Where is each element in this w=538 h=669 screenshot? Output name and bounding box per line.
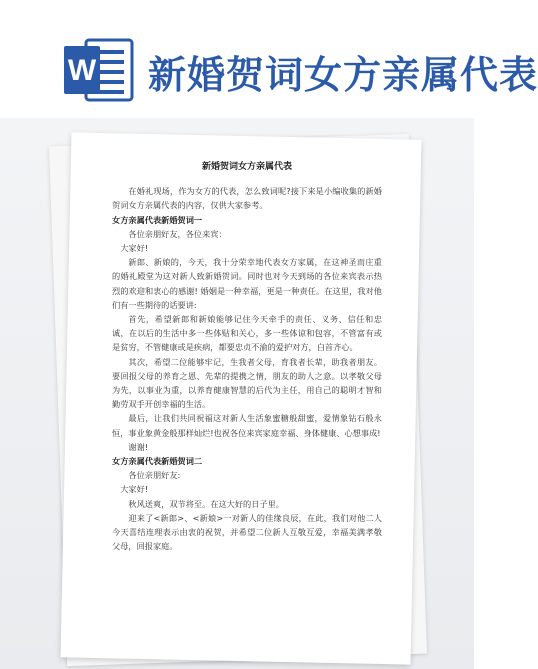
document-body (112, 160, 382, 553)
paragraph: 大家好! (120, 484, 149, 495)
word-letter: W (67, 54, 97, 87)
paragraph: 大家好! (120, 243, 149, 254)
paragraph: 新郎、新娘的，今天，我十分荣幸地代表女方家属，在这神圣而庄重的婚礼殿堂为这对新人致新婚贺词。同时也对今天到场的各位来宾表示热烈的欢迎和衷心的感谢! 婚姻是一种幸福，更是一种责任。在这里，我对他们有一些期待的话要讲: (112, 257, 382, 310)
paragraph: 最后，让我们共同祝福这对新人生活象蜜糖般甜蜜，爱情象钻石般永恒，事业象黄金般那样灿烂!也祝各位来宾家庭幸福、身体健康、心想事成! (112, 413, 382, 438)
banner-title: 新婚贺词女方亲属代表 (148, 53, 538, 97)
paragraph: 其次，希望二位能够牢记，生我者父母，育我者长辈，助我者朋友。要回报父母的养育之恩、先辈的提携之情，朋友的助人之意。以孝敬父母为先，以事业为重，以养育健康智慧的后代为主任，用自己的聪明才智和勤劳双手开创幸福的生活。 (112, 356, 382, 410)
section-heading: 女方亲属代表新婚贺词二 (112, 456, 203, 467)
paragraph: 各位亲朋好友: (128, 470, 181, 481)
paragraph: 秋风送爽，双节将至。在这大好的日子里。 (128, 498, 284, 509)
paragraph: 迎来了<新郎>、<新娘>一对新人的佳缘良辰，在此，我们对他二人今天喜结连理表示由衷的祝贺，并希望二位新人互敬互爱，幸福美满孝敬父母，回报家庭。 (112, 512, 382, 552)
paragraph: 在婚礼现场，作为女方的代表，怎么致词呢?接下来是小编收集的新婚贺词女方亲属代表的内容，仅供大家参考。 (112, 186, 382, 211)
paragraph: 首先，希望新郎和新娘能够记住今天牵手的责任、义务、信任和忠诚，在以后的生活中多一些体贴和关心，多一些体谅和包容，不管富有或是贫穷，不管健康或是疾病，都要忠贞不渝的爱护对方，白首齐心。 (112, 314, 382, 353)
paragraph: 各位亲朋好友，各位来宾： (128, 228, 227, 239)
section-heading: 女方亲属代表新婚贺词一 (112, 214, 203, 225)
paragraph: 谢谢! (128, 441, 149, 452)
paragraph-list (112, 184, 382, 553)
banner (0, 0, 538, 118)
word-document-icon (62, 38, 134, 102)
document-title: 新婚贺词女方亲属代表 (201, 162, 292, 172)
